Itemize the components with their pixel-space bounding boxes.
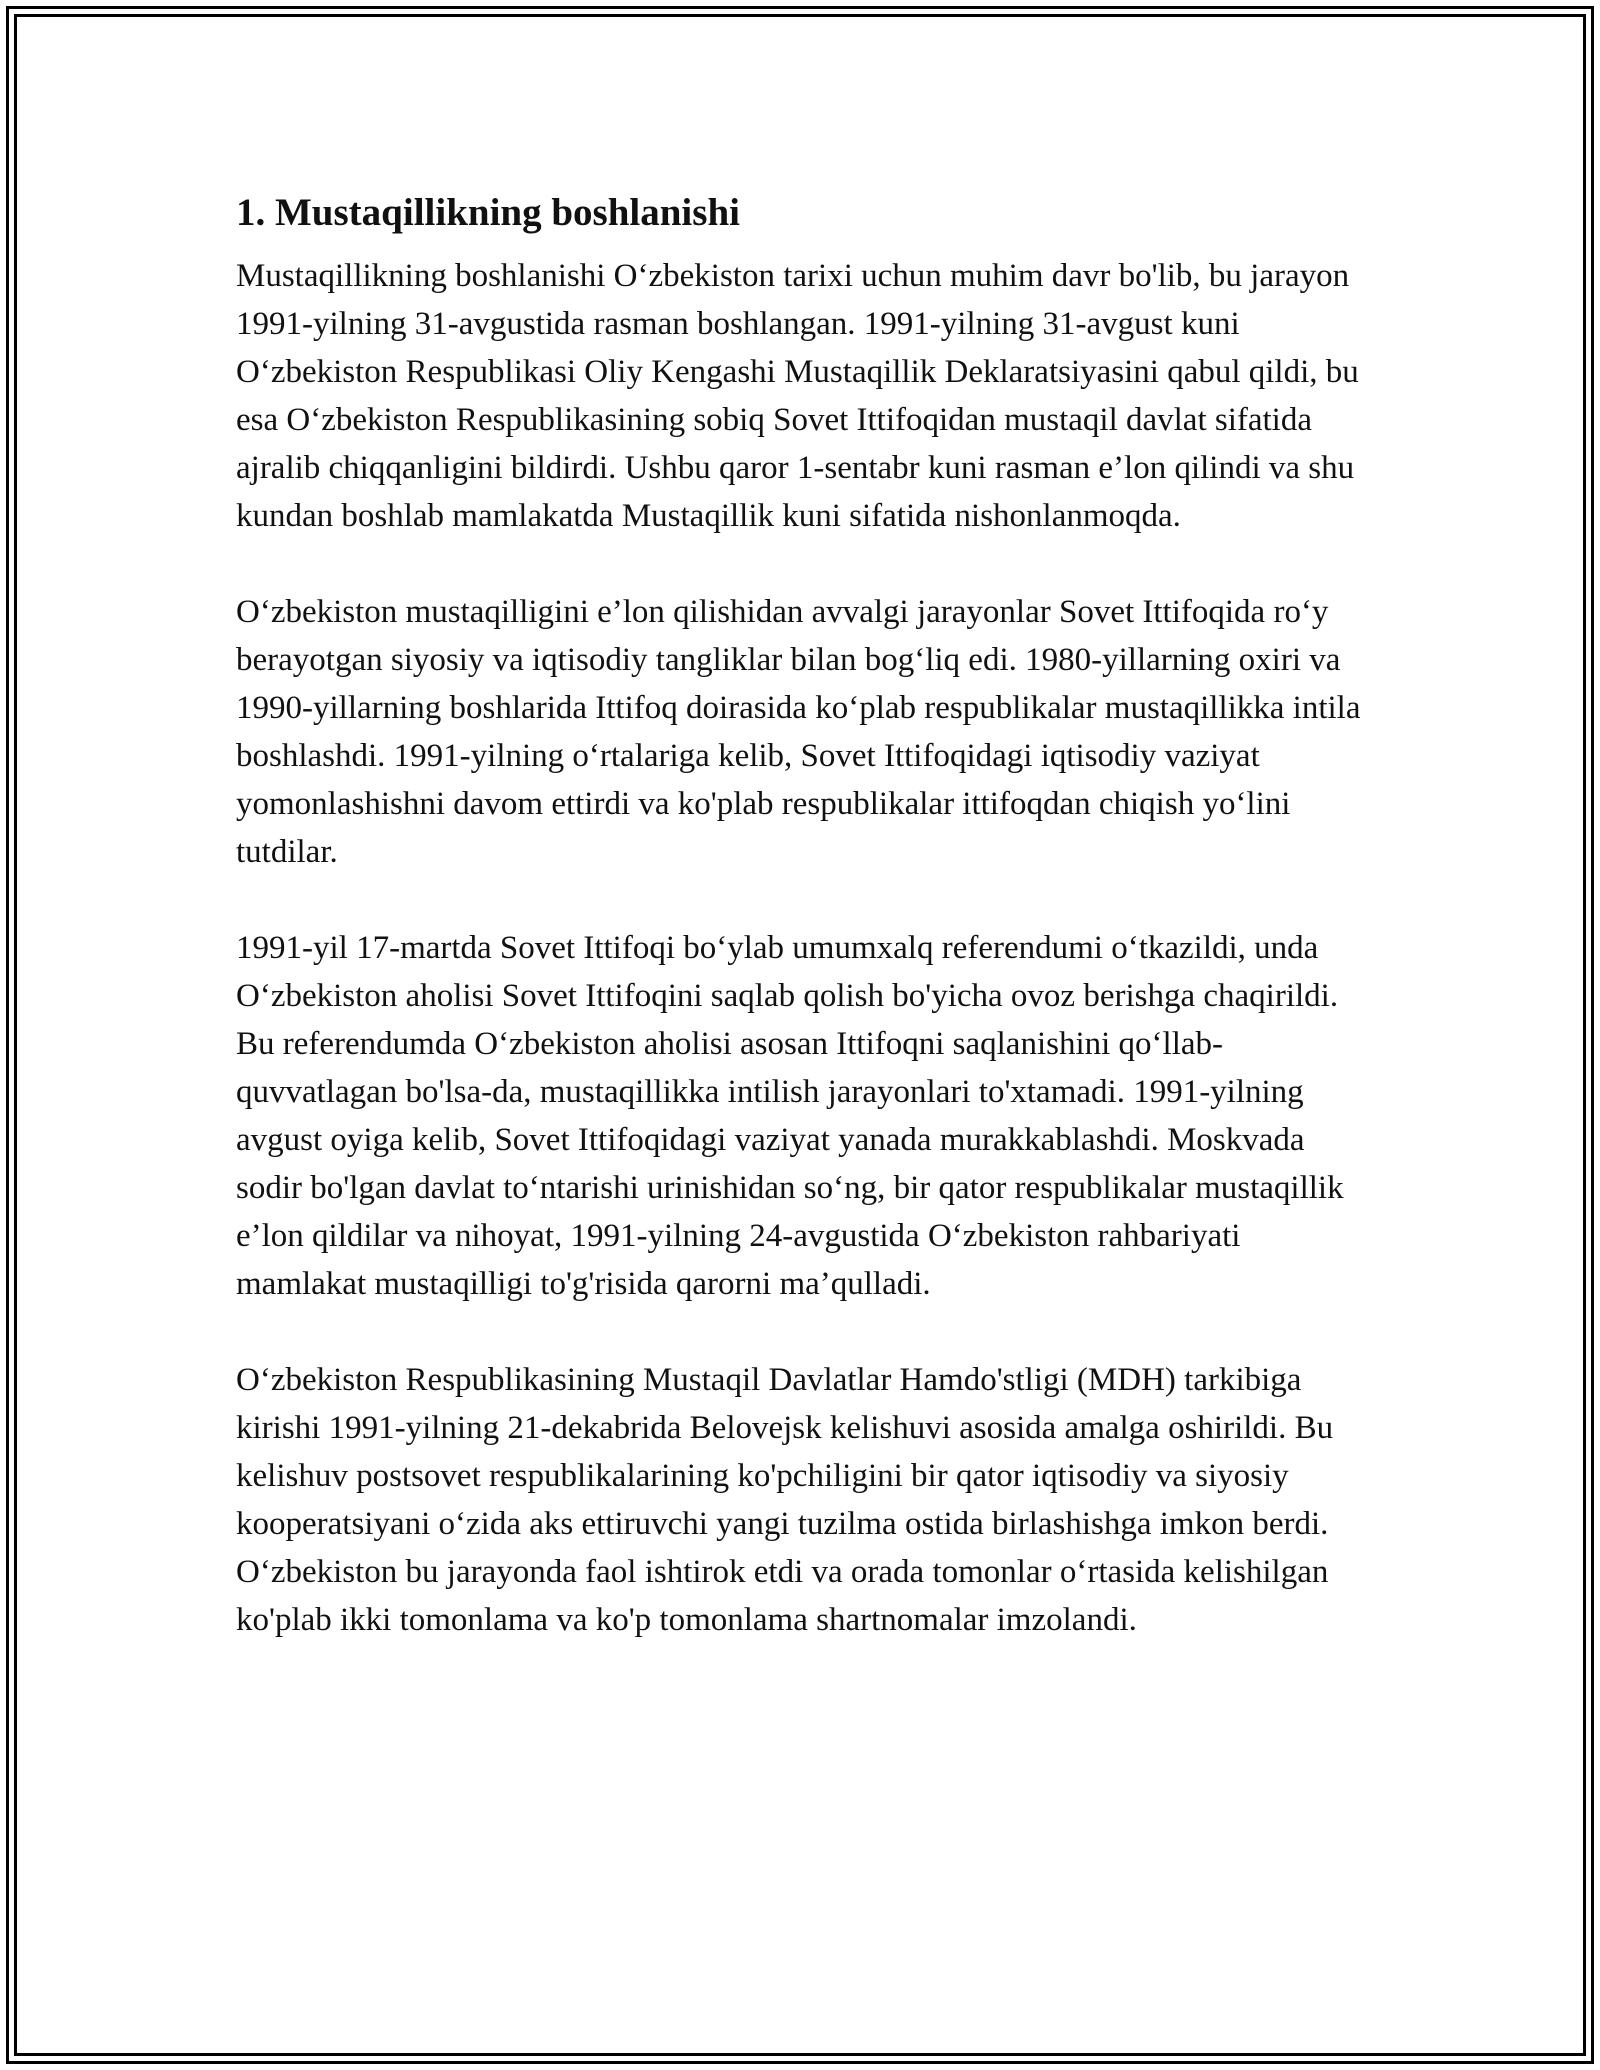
paragraph-3: 1991-yil 17-martda Sovet Ittifoqi bo‘ylab umumxalq referendumi o‘tkazildi, unda O‘zbekiston aholisi Sovet Ittifoqini saqlab qolish bo'yicha ovoz berishga chaqirildi. Bu referendumda O‘zbekiston aholisi asosan Ittifoqni saqlanishini qo‘llab-quvvatlagan bo'lsa-da, mustaqillikka intilish jarayonlari to'xtamadi. 1991-yilning avgust oyiga kelib, Sovet Ittifoqidagi vaziyat yanada murakkablashdi. Moskvada sodir bo'lgan davlat to‘ntarishi urinishidan so‘ng, bir qator respublikalar mustaqillik e’lon qildilar va nihoyat, 1991-yilning 24-avgustida O‘zbekiston rahbariyati mamlakat mustaqilligi to'g'risida qarorni ma’qulladi. [236, 930, 1344, 1302]
document-body [236, 186, 1366, 1692]
paragraph-4: O‘zbekiston Respublikasining Mustaqil Davlatlar Hamdo'stligi (MDH) tarkibiga kirishi 1991-yilning 21-dekabrida Belovejsk kelishuvi asosida amalga oshirildi. Bu kelishuv postsovet respublikalarining ko'pchiligini bir qator iqtisodiy va siyosiy kooperatsiyani o‘zida aks ettiruvchi yangi tuzilma ostida birlashishga imkon berdi. O‘zbekiston bu jarayonda faol ishtirok etdi va orada tomonlar o‘rtasida kelishilgan ko'plab ikki tomonlama va ko'p tomonlama shartnomalar imzolandi. [236, 1362, 1334, 1638]
section-title: 1. Mustaqillikning boshlanishi [236, 191, 740, 234]
paragraph-1: Mustaqillikning boshlanishi O‘zbekiston tarixi uchun muhim davr bo'lib, bu jarayon 1991-yilning 31-avgustida rasman boshlangan. 1991-yilning 31-avgust kuni O‘zbekiston Respublikasi Oliy Kengashi Mustaqillik Deklaratsiyasini qabul qildi, bu esa O‘zbekiston Respublikasining sobiq Sovet Ittifoqidan mustaqil davlat sifatida ajralib chiqqanligini bildirdi. Ushbu qaror 1-sentabr kuni rasman e’lon qilindi va shu kundan boshlab mamlakatda Mustaqillik kuni sifatida nishonlanmoqda. [236, 258, 1359, 534]
paragraph-2: O‘zbekiston mustaqilligini e’lon qilishidan avvalgi jarayonlar Sovet Ittifoqida ro‘y berayotgan siyosiy va iqtisodiy tangliklar bilan bog‘liq edi. 1980-yillarning oxiri va 1990-yillarning boshlarida Ittifoq doirasida ko‘plab respublikalar mustaqillikka intila boshlashdi. 1991-yilning o‘rtalariga kelib, Sovet Ittifoqidagi iqtisodiy vaziyat yomonlashishni davom ettirdi va ko'plab respublikalar ittifoqdan chiqish yo‘lini tutdilar. [236, 594, 1361, 870]
